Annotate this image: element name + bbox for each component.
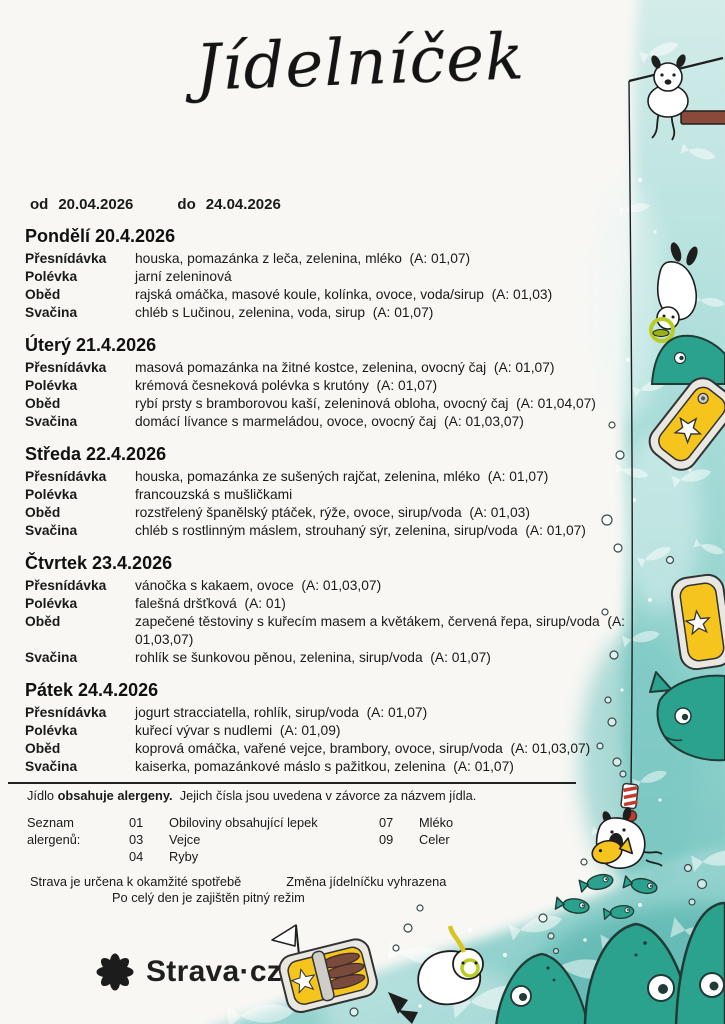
meal-label: Přesnídávka [25,705,107,720]
meal-row [25,377,705,395]
meal-row [25,268,705,286]
meal-description: rohlík se šunkovou pěnou, zelenina, sirup/voda (A: 01,07) [135,650,491,665]
meal-description: kaiserka, pomazánkové máslo s pažitkou, zelenina (A: 01,07) [135,759,514,774]
meal-description: koprová omáčka, vařené vejce, brambory, ovoce, sirup/voda (A: 01,03,07) [135,741,591,756]
meal-label: Polévka [25,596,78,611]
meal-row [25,304,705,322]
date-from-label: od [30,196,49,213]
footer-note-consumption: Strava je určena k okamžité spotřebě [30,874,242,889]
day-heading: Pátek 24.4.2026 [25,680,159,700]
page-title: Jídelníček [193,20,527,106]
allergen-note [27,788,705,804]
allergen-note-prefix: Jídlo [27,788,58,803]
meal-description: vánočka s kakaem, ovoce (A: 01,03,07) [135,578,382,593]
footer-note-drinking: Po celý den je zajištěn pitný režim [112,890,305,905]
meal-row [25,395,705,413]
meal-label: Oběd [25,396,61,411]
meal-description: chléb s Lučinou, zelenina, voda, sirup (A: 01,07) [135,305,434,320]
meal-row [25,740,705,758]
meal-description: kuřecí vývar s nudlemi (A: 01,09) [135,723,341,738]
allergen-item [129,831,379,848]
day-heading: Úterý 21.4.2026 [25,335,157,355]
allergen-column [379,814,453,865]
meal-row [25,468,705,486]
allergen-code: 04 [129,849,144,864]
meal-row [25,704,705,722]
meal-description: falešná dršťková (A: 01) [135,596,286,611]
meal-description: rybí prsty s bramborovou kaší, zeleninová obloha, ovocný čaj (A: 01,04,07) [135,396,596,411]
day-block [25,444,705,540]
footer-notes [30,874,705,889]
allergen-name: Celer [419,832,450,847]
allergen-name: Mléko [419,815,454,830]
allergen-item [379,831,453,848]
meal-description: krémová česneková polévka s krutóny (A: 01,07) [135,378,438,393]
meal-row [25,577,705,595]
meal-row [25,286,705,304]
meal-row [25,522,705,540]
date-to-value: 24.04.2026 [205,196,281,213]
meal-label: Polévka [25,723,78,738]
meal-description: francouzská s mušličkami [135,487,293,502]
divider-line [8,782,576,784]
meal-row [25,649,705,667]
meal-label: Polévka [25,378,78,393]
meal-label: Svačina [25,414,78,429]
allergen-name: Vejce [169,832,201,847]
allergen-item [129,848,379,865]
allergen-list-caption: Seznam alergenů: [27,815,81,847]
meal-description: domácí lívance s marmeládou, ovoce, ovocný čaj (A: 01,03,07) [135,414,524,429]
meal-label: Přesnídávka [25,251,107,266]
date-to-label: do [177,196,196,213]
menu-content [25,196,705,905]
date-from-value: 20.04.2026 [58,196,134,213]
day-heading: Středa 22.4.2026 [25,444,167,464]
allergen-name: Obiloviny obsahující lepek [169,815,318,830]
allergen-column [129,814,379,865]
meal-row [25,413,705,431]
meal-description: jarní zeleninová [135,269,232,284]
meal-label: Oběd [25,741,61,756]
meal-description: chléb s rostlinným máslem, strouhaný sýr, zelenina, sirup/voda (A: 01,07) [135,523,586,538]
allergen-code: 07 [379,815,394,830]
meal-description: houska, pomazánka z leča, zelenina, mléko (A: 01,07) [135,251,471,266]
allergen-note-rest: Jejich čísla jsou uvedena v závorce za názvem jídla. [172,788,477,803]
meal-row [25,359,705,377]
meal-label: Přesnídávka [25,360,107,375]
meal-row [25,504,705,522]
meal-description: houska, pomazánka ze sušených rajčat, zelenina, mléko (A: 01,07) [135,469,549,484]
meal-label: Přesnídávka [25,578,107,593]
meal-row [25,722,705,740]
meal-label: Přesnídávka [25,469,107,484]
meal-label: Svačina [25,759,78,774]
meal-label: Oběd [25,614,61,629]
strava-logo-icon [95,952,135,992]
meal-description: masová pomazánka na žitné kostce, zelenina, ovocný čaj (A: 01,07) [135,360,555,375]
day-heading: Pondělí 20.4.2026 [25,226,176,246]
meal-row [25,250,705,268]
allergen-item [379,814,453,831]
allergen-note-bold: obsahuje alergeny. [57,788,173,803]
day-block [25,335,705,431]
meal-label: Svačina [25,305,78,320]
meal-row [25,758,705,776]
meal-row [25,595,705,613]
day-block [25,680,705,776]
meal-description: zapečené těstoviny s kuřecím masem a květákem, červená řepa, sirup/voda (A: 01,03,07) [135,614,629,647]
day-block [25,226,705,322]
meal-description: rozstřelený španělský ptáček, rýže, ovoce, sirup/voda (A: 01,03) [135,505,530,520]
footer-note-change: Změna jídelníčku vyhrazena [286,874,447,889]
meal-label: Oběd [25,505,61,520]
date-range [30,196,705,213]
allergen-code: 09 [379,832,394,847]
day-block [25,553,705,667]
meal-label: Polévka [25,487,78,502]
meal-description: jogurt stracciatella, rohlík, sirup/voda (A: 01,07) [135,705,428,720]
meal-label: Polévka [25,269,78,284]
allergen-list [27,814,705,865]
strava-logo [95,952,282,992]
allergen-item [129,814,379,831]
strava-logo-text: Strava·cz [146,955,283,988]
allergen-name: Ryby [169,849,199,864]
meal-row [25,613,705,649]
meal-label: Svačina [25,650,78,665]
meal-description: rajská omáčka, masové koule, kolínka, ovoce, voda/sirup (A: 01,03) [135,287,553,302]
meal-row [25,486,705,504]
allergen-code: 03 [129,832,144,847]
day-heading: Čtvrtek 23.4.2026 [25,553,173,573]
meal-label: Svačina [25,523,78,538]
meal-label: Oběd [25,287,61,302]
allergen-code: 01 [129,815,144,830]
